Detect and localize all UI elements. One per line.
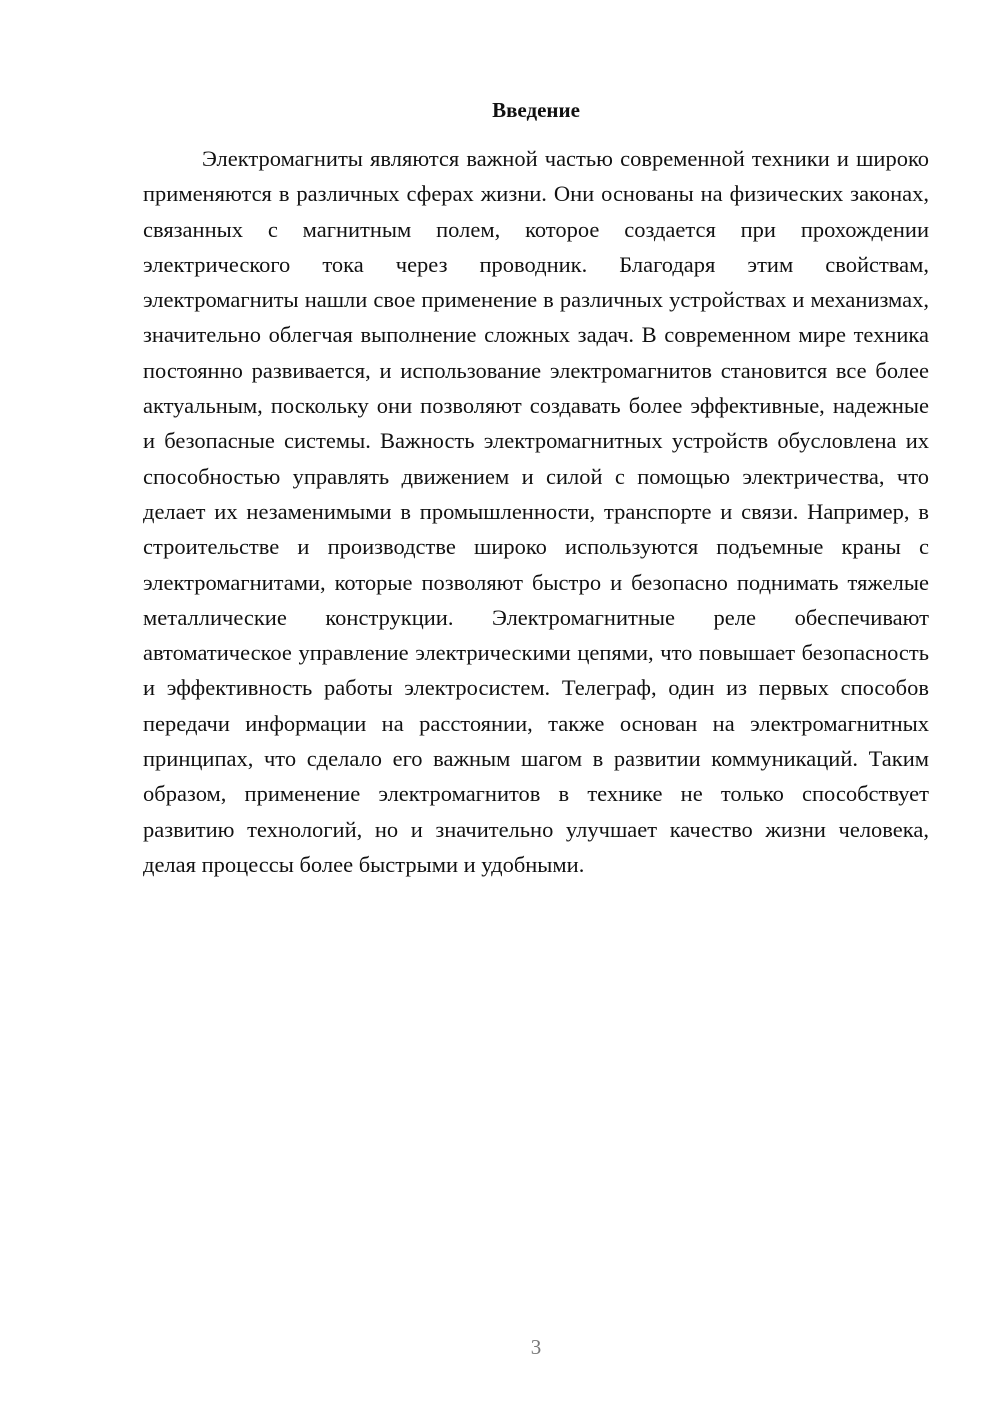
- body-paragraph: Электромагниты являются важной частью современной техники и широко применяются в различных сферах жизни. Они основаны на физических законах, связанных с магнитным полем, которое создается при прохождении электрического тока через проводник. Благодаря этим свойствам, электромагниты нашли свое применение в различных устройствах и механизмах, значительно облегчая выполнение сложных задач. В современном мире техника постоянно развивается, и использование электромагнитов становится все более актуальным, поскольку они позволяют создавать более эффективные, надежные и безопасные системы. Важность электромагнитных устройств обусловлена их способностью управлять движением и силой с помощью электричества, что делает их незаменимыми в промышленности, транспорте и связи. Например, в строительстве и производстве широко используются подъемные краны с электромагнитами, которые позволяют быстро и безопасно поднимать тяжелые металлические конструкции. Электромагнитные реле обеспечивают автоматическое управление электрическими цепями, что повышает безопасность и эффективность работы электросистем. Телеграф, один из первых способов передачи информации на расстоянии, также основан на электромагнитных принципах, что сделало его важным шагом в развитии коммуникаций. Таким образом, применение электромагнитов в технике не только способствует развитию технологий, но и значительно улучшает качество жизни человека, делая процессы более быстрыми и удобными.: [143, 146, 929, 877]
- section-heading: Введение: [492, 98, 580, 122]
- page-number: 3: [530, 1335, 542, 1359]
